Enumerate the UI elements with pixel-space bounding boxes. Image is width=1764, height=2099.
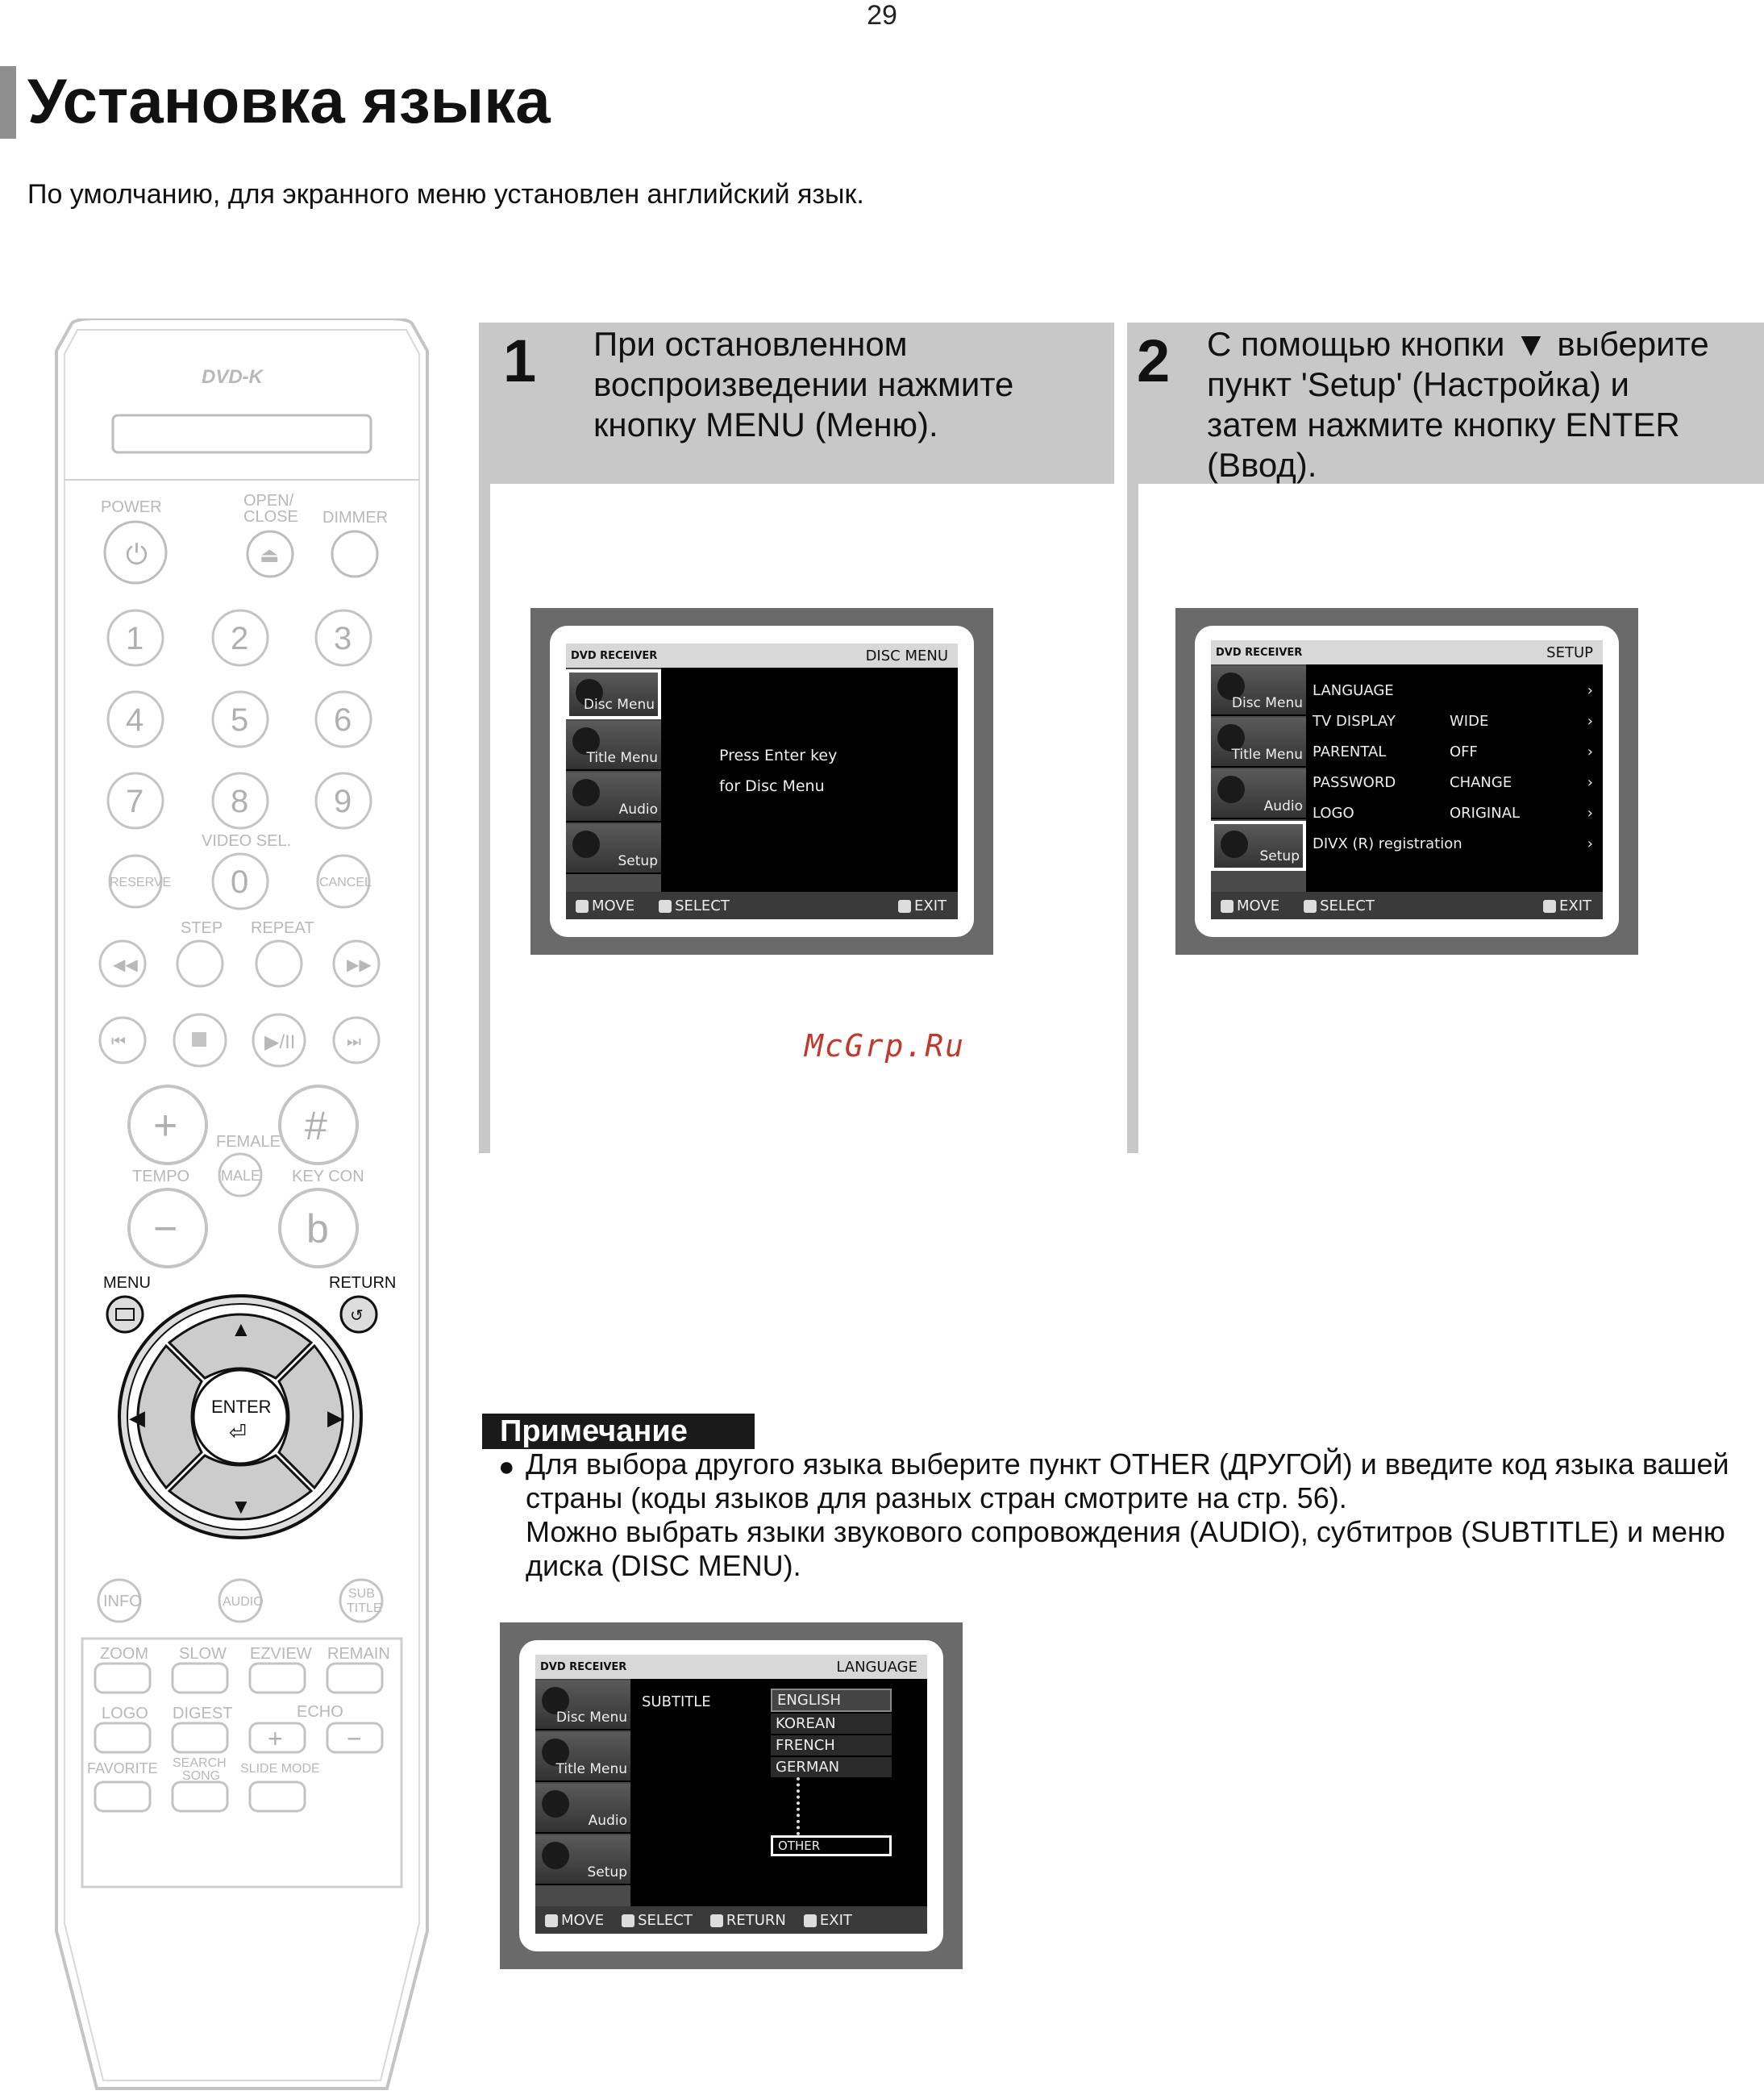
label-title: TITLE <box>347 1601 382 1615</box>
osd-side-title-menu: Title Menu <box>1211 718 1306 768</box>
step-2-line: затем нажмите кнопку ENTER <box>1207 406 1680 444</box>
ezview-button <box>250 1664 305 1693</box>
osd-exit-hint: EXIT <box>804 1912 852 1929</box>
setup-row: PASSWORD CHANGE › <box>1313 768 1593 798</box>
osd-title-bar <box>535 1655 927 1679</box>
speaker-icon <box>572 779 600 806</box>
osd-screenshot-language <box>500 1622 963 1969</box>
osd-screenshot-setup <box>1175 608 1638 955</box>
osd-move-hint: MOVE <box>576 897 634 914</box>
digit-9: 9 <box>334 784 352 819</box>
label-reserve: RESERVE <box>110 876 172 889</box>
step-1-number: 1 <box>503 327 537 394</box>
label-key-con: KEY CON <box>292 1168 364 1185</box>
label-info: INFO <box>103 1593 142 1610</box>
digit-3: 3 <box>334 621 352 656</box>
remote-inner-outline <box>64 330 419 2080</box>
osd-side-title-menu: Title Menu <box>535 1732 630 1782</box>
favorite-button <box>95 1782 150 1811</box>
note-text <box>526 1447 1751 1583</box>
step-1-line: воспроизведении нажмите <box>593 365 1014 403</box>
digit-2: 2 <box>231 621 249 656</box>
slow-button <box>173 1664 227 1693</box>
page-number: 29 <box>867 0 897 31</box>
select-icon <box>1304 900 1317 913</box>
note-tag: Примечание <box>482 1414 755 1449</box>
gear-icon <box>1221 831 1248 858</box>
setup-row: DIVX (R) registration › <box>1313 829 1593 860</box>
zoom-button <box>95 1664 150 1693</box>
osd-sidebar <box>1211 664 1306 892</box>
remote-control-illustration <box>48 319 435 2093</box>
osd-brand: DVD RECEIVER <box>571 649 658 662</box>
arrow-right-icon: › <box>1587 713 1593 730</box>
label-echo: ECHO <box>297 1703 343 1721</box>
exit-icon <box>804 1914 817 1927</box>
label-menu: MENU <box>103 1274 151 1292</box>
step-2-line: (Ввод). <box>1207 446 1317 484</box>
label-male: MALE <box>221 1168 261 1184</box>
step-2-line: С помощью кнопки ▼ выберите <box>1207 325 1709 363</box>
remote-body-outline <box>56 319 427 2089</box>
label-audio: AUDIO <box>223 1595 264 1609</box>
remote-display-window <box>113 415 371 452</box>
gear-icon <box>542 1842 569 1869</box>
navigation-pad <box>119 1296 361 1538</box>
osd-message <box>719 740 837 802</box>
osd-side-disc-menu: Disc Menu <box>1211 666 1306 716</box>
down-arrow-icon: ▼ <box>231 1494 252 1518</box>
osd-exit-hint: EXIT <box>898 897 958 914</box>
osd-side-audio: Audio <box>566 773 661 823</box>
move-icon <box>545 1914 558 1927</box>
osd-bottom-bar <box>566 892 958 919</box>
osd-option: ENGLISH <box>771 1689 892 1712</box>
enter-button <box>193 1370 287 1464</box>
label-ezview: EZVIEW <box>250 1645 312 1663</box>
label-search: SEARCH <box>173 1756 227 1770</box>
setup-row: LANGUAGE › <box>1313 676 1593 706</box>
osd-subtitle-label: SUBTITLE <box>642 1693 711 1710</box>
osd-scroll-dots <box>797 1777 892 1835</box>
setup-row: TV DISPLAY WIDE › <box>1313 706 1593 737</box>
exit-icon <box>1543 900 1556 913</box>
label-remain: REMAIN <box>327 1645 390 1663</box>
osd-move-hint: MOVE <box>545 1912 604 1929</box>
eject-icon: ⏏ <box>260 543 280 567</box>
label-digest: DIGEST <box>173 1705 233 1722</box>
flat-icon: b <box>306 1206 329 1251</box>
setup-row: LOGO ORIGINAL › <box>1313 798 1593 829</box>
watermark: McGrp.Ru <box>805 1028 966 1064</box>
logo-button <box>95 1723 150 1752</box>
speaker-icon <box>542 1790 569 1818</box>
slide-mode-button <box>250 1782 305 1811</box>
step-2-line: пункт 'Setup' (Настройка) и <box>1207 365 1630 403</box>
note-line: диска (DISC MENU). <box>526 1549 801 1582</box>
osd-side-disc-menu: Disc Menu <box>535 1680 630 1730</box>
label-slow: SLOW <box>179 1645 227 1663</box>
speaker-icon <box>1217 776 1245 803</box>
osd-side-audio: Audio <box>1211 769 1306 819</box>
osd-select-hint: SELECT <box>1304 897 1375 914</box>
osd-option-other: OTHER <box>771 1835 892 1856</box>
digest-button <box>173 1723 227 1752</box>
arrow-right-icon: › <box>1587 743 1593 760</box>
digit-5: 5 <box>231 702 249 738</box>
page-title: Установка языка <box>27 65 551 136</box>
exit-icon <box>898 900 911 913</box>
play-pause-icon: ▶/II <box>264 1031 296 1053</box>
osd-sidebar <box>535 1679 630 1906</box>
digit-8: 8 <box>231 784 249 819</box>
label-repeat: REPEAT <box>251 919 314 937</box>
label-step: STEP <box>181 919 223 937</box>
label-logo: LOGO <box>102 1705 148 1722</box>
arrow-right-icon: › <box>1587 835 1593 852</box>
osd-move-hint: MOVE <box>1221 897 1279 914</box>
number-keys <box>108 610 371 909</box>
note-line: Для выбора другого языка выберите пункт OTHER (ДРУГОЙ) и введите код языка вашей <box>526 1447 1729 1481</box>
osd-option: GERMAN <box>771 1757 892 1777</box>
note-line: Можно выбрать языки звукового сопровождения (AUDIO), субтитров (SUBTITLE) и меню <box>526 1515 1725 1548</box>
return-icon: ↺ <box>350 1307 364 1325</box>
osd-select-hint: SELECT <box>622 1912 693 1929</box>
digit-7: 7 <box>126 784 144 819</box>
prev-icon: ⏮ <box>111 1033 126 1051</box>
minus-icon: − <box>153 1206 178 1252</box>
repeat-button <box>256 941 302 986</box>
select-icon <box>622 1914 634 1927</box>
digit-1: 1 <box>126 621 144 656</box>
step-2-divider <box>1127 484 1138 1153</box>
osd-setup-list <box>1313 676 1593 860</box>
arrow-right-icon: › <box>1587 805 1593 822</box>
label-dimmer: DIMMER <box>322 509 389 527</box>
return-icon <box>710 1914 723 1927</box>
label-sub: SUB <box>348 1587 375 1601</box>
menu-button <box>107 1297 143 1332</box>
arrow-right-icon: › <box>1587 682 1593 699</box>
title-accent-bar <box>0 66 16 139</box>
osd-brand: DVD RECEIVER <box>540 1660 627 1673</box>
label-video-sel: VIDEO SEL. <box>202 832 292 850</box>
search-song-button <box>173 1782 227 1811</box>
echo-minus-icon: − <box>347 1724 362 1753</box>
step-1-line: кнопку MENU (Меню). <box>593 406 938 444</box>
step-1-text <box>593 324 1109 445</box>
osd-side-setup: Setup <box>566 824 661 874</box>
arrow-right-icon: › <box>1587 774 1593 791</box>
osd-title-bar <box>1211 640 1603 664</box>
next-icon: ⏭ <box>347 1033 361 1051</box>
label-tempo: TEMPO <box>132 1168 190 1185</box>
osd-title: LANGUAGE <box>836 1658 917 1676</box>
osd-side-title-menu: Title Menu <box>566 721 661 771</box>
osd-side-setup: Setup <box>1211 821 1306 871</box>
label-female: FEMALE <box>216 1133 281 1151</box>
osd-message-line: for Disc Menu <box>719 777 825 795</box>
step-1-line: При остановленном <box>593 325 908 363</box>
osd-title: DISC MENU <box>865 647 948 664</box>
intro-text: По умолчанию, для экранного меню установлен английский язык. <box>27 179 864 210</box>
subtitle-button <box>340 1580 382 1622</box>
move-icon <box>576 900 589 913</box>
digit-4: 4 <box>126 702 144 738</box>
label-zoom: ZOOM <box>100 1645 148 1663</box>
osd-bottom-bar <box>1211 892 1603 919</box>
move-icon <box>1221 900 1234 913</box>
osd-option: FRENCH <box>771 1735 892 1755</box>
osd-language-options <box>771 1689 892 1856</box>
osd-side-audio: Audio <box>535 1784 630 1834</box>
sharp-icon: # <box>305 1103 327 1148</box>
step-button <box>177 941 223 986</box>
osd-title: SETUP <box>1546 643 1593 661</box>
osd-sidebar <box>566 668 661 892</box>
label-song: SONG <box>182 1769 221 1783</box>
osd-message-line: Press Enter key <box>719 747 838 764</box>
step-2-number: 2 <box>1137 327 1171 394</box>
osd-side-setup: Setup <box>535 1835 630 1885</box>
power-icon: ⏻ <box>126 539 148 570</box>
dimmer-button <box>332 531 377 577</box>
label-cancel: CANCEL <box>319 876 372 889</box>
gear-icon <box>572 831 600 858</box>
osd-option: KOREAN <box>771 1714 892 1734</box>
right-arrow-icon: ▶ <box>327 1406 343 1430</box>
stop-icon <box>192 1032 206 1047</box>
select-icon <box>659 900 672 913</box>
remote-logo: DVD-K <box>202 366 263 388</box>
osd-bottom-bar <box>535 1906 927 1934</box>
left-arrow-icon: ◀ <box>129 1406 145 1430</box>
echo-plus-icon: + <box>268 1724 283 1753</box>
osd-side-disc-menu: Disc Menu <box>566 669 661 719</box>
osd-exit-hint: EXIT <box>1543 897 1603 914</box>
setup-row: PARENTAL OFF › <box>1313 737 1593 768</box>
label-favorite: FAVORITE <box>87 1760 158 1776</box>
label-return: RETURN <box>329 1274 397 1292</box>
note-line: страны (коды языков для разных стран смотрите на стр. 56). <box>526 1481 1347 1514</box>
osd-brand: DVD RECEIVER <box>1216 646 1303 659</box>
digit-0: 0 <box>231 864 249 900</box>
osd-screenshot-disc-menu <box>530 608 993 955</box>
bullet-icon: ● <box>498 1451 515 1482</box>
label-power: POWER <box>101 498 162 516</box>
plus-icon: + <box>153 1102 178 1149</box>
up-arrow-icon: ▲ <box>231 1317 252 1341</box>
enter-icon: ⏎ <box>229 1420 247 1444</box>
osd-select-hint: SELECT <box>659 897 730 914</box>
osd-title-bar <box>566 643 958 668</box>
label-close: CLOSE <box>243 508 298 526</box>
osd-return-hint: RETURN <box>710 1912 786 1929</box>
step-1-divider <box>479 484 490 1153</box>
label-open: OPEN/ <box>243 492 294 510</box>
step-2-text <box>1207 324 1763 485</box>
label-enter: ENTER <box>211 1397 272 1417</box>
digit-6: 6 <box>334 702 352 738</box>
remain-button <box>327 1664 382 1693</box>
rewind-icon: ◀◀ <box>113 956 138 974</box>
label-slide-mode: SLIDE MODE <box>240 1762 320 1776</box>
forward-icon: ▶▶ <box>347 956 372 974</box>
